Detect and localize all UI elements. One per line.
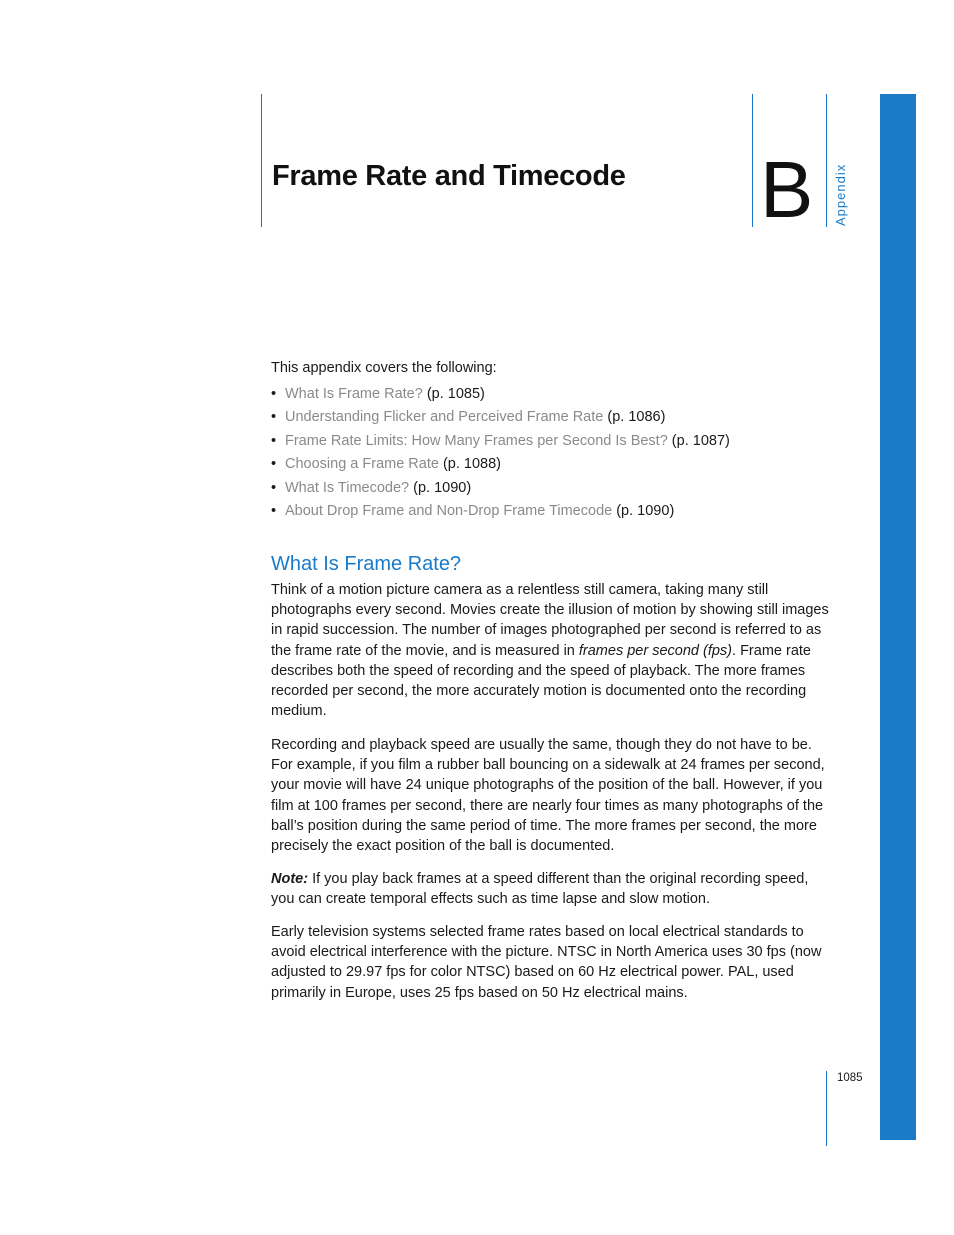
paragraph-text: . Frame rate describes both the speed of recording and the speed of playback. The more frames recorded per second, the more accurately motion is documented onto the recording medium. [271, 642, 811, 720]
toc-item [271, 501, 730, 524]
toc-list [271, 384, 730, 524]
toc-item [271, 478, 730, 501]
label-left-rule [826, 94, 827, 227]
body-paragraph-1 [271, 580, 831, 721]
toc-item [271, 407, 730, 430]
toc-item [271, 431, 730, 454]
note-paragraph [271, 869, 831, 909]
note-label: Note: [271, 871, 309, 887]
note-text: If you play back frames at a speed different than the original recording speed, you can create temporal effects such as time lapse and slow motion. [271, 871, 809, 908]
bullet-icon: • [271, 479, 277, 496]
body-paragraph-3: Early television systems selected frame rates based on local electrical standards to avoid electrical interference with the picture. NTSC in North America uses 30 fps (now adjusted to 29.97 fps for color NTSC) based on 60 Hz electrical power. PAL, used primarily in Europe, uses 25 fps based on 50 Hz electrical mains. [271, 924, 822, 1001]
toc-page: (p. 1086) [603, 409, 666, 426]
toc-page: (p. 1085) [422, 386, 485, 402]
title-left-rule [261, 94, 262, 227]
toc-link[interactable]: Frame Rate Limits: How Many Frames per Second Is Best? [285, 432, 668, 449]
toc-item [271, 384, 730, 407]
page-number: 1085 [837, 1072, 863, 1084]
chapter-tab-bar [880, 94, 916, 1140]
toc-page: (p. 1090) [612, 502, 675, 519]
bullet-icon: • [271, 456, 277, 473]
toc-page: (p. 1090) [409, 479, 472, 496]
toc-link[interactable]: What Is Timecode? [285, 479, 410, 496]
chapter-letter: B [760, 145, 812, 234]
paragraph-text: Think of a motion picture camera as a relentless still camera, taking many still photographs every second. Movies create the illusion of motion by showing still images in rapid succession. The number of images photographed per second is referred to as the frame rate of the movie, and is measured in [271, 582, 829, 659]
toc-link[interactable]: What Is Frame Rate? [285, 386, 423, 402]
emphasis-term: frames per second (fps) [578, 642, 733, 659]
toc-page: (p. 1087) [667, 432, 730, 449]
bullet-icon: • [271, 386, 277, 402]
bullet-icon: • [271, 502, 277, 519]
section-heading: What Is Frame Rate? [271, 553, 462, 575]
chapter-title: Frame Rate and Timecode [272, 160, 626, 192]
appendix-label: Appendix [833, 163, 848, 226]
toc-link[interactable]: About Drop Frame and Non-Drop Frame Timecode [285, 502, 613, 519]
intro-text: This appendix covers the following: [271, 360, 497, 376]
body-paragraph-2: Recording and playback speed are usually the same, though they do not have to be. For example, if you film a rubber ball bouncing on a sidewalk at 24 frames per second, your movie will have 24 unique photographs of the position of the ball. However, if you film at 100 frames per second, there are nearly four times as many photographs of the ball’s position during the same period of time. The more frames per second, the more precisely the exact position of the ball is documented. [271, 737, 825, 855]
toc-item [271, 454, 730, 477]
page-number-rule [826, 1071, 827, 1146]
toc-link[interactable]: Choosing a Frame Rate [285, 456, 439, 473]
letter-left-rule [752, 94, 753, 227]
bullet-icon: • [271, 432, 277, 449]
toc-page: (p. 1088) [438, 456, 502, 473]
bullet-icon: • [271, 409, 277, 426]
toc-link[interactable]: Understanding Flicker and Perceived Frame Rate [285, 409, 604, 426]
